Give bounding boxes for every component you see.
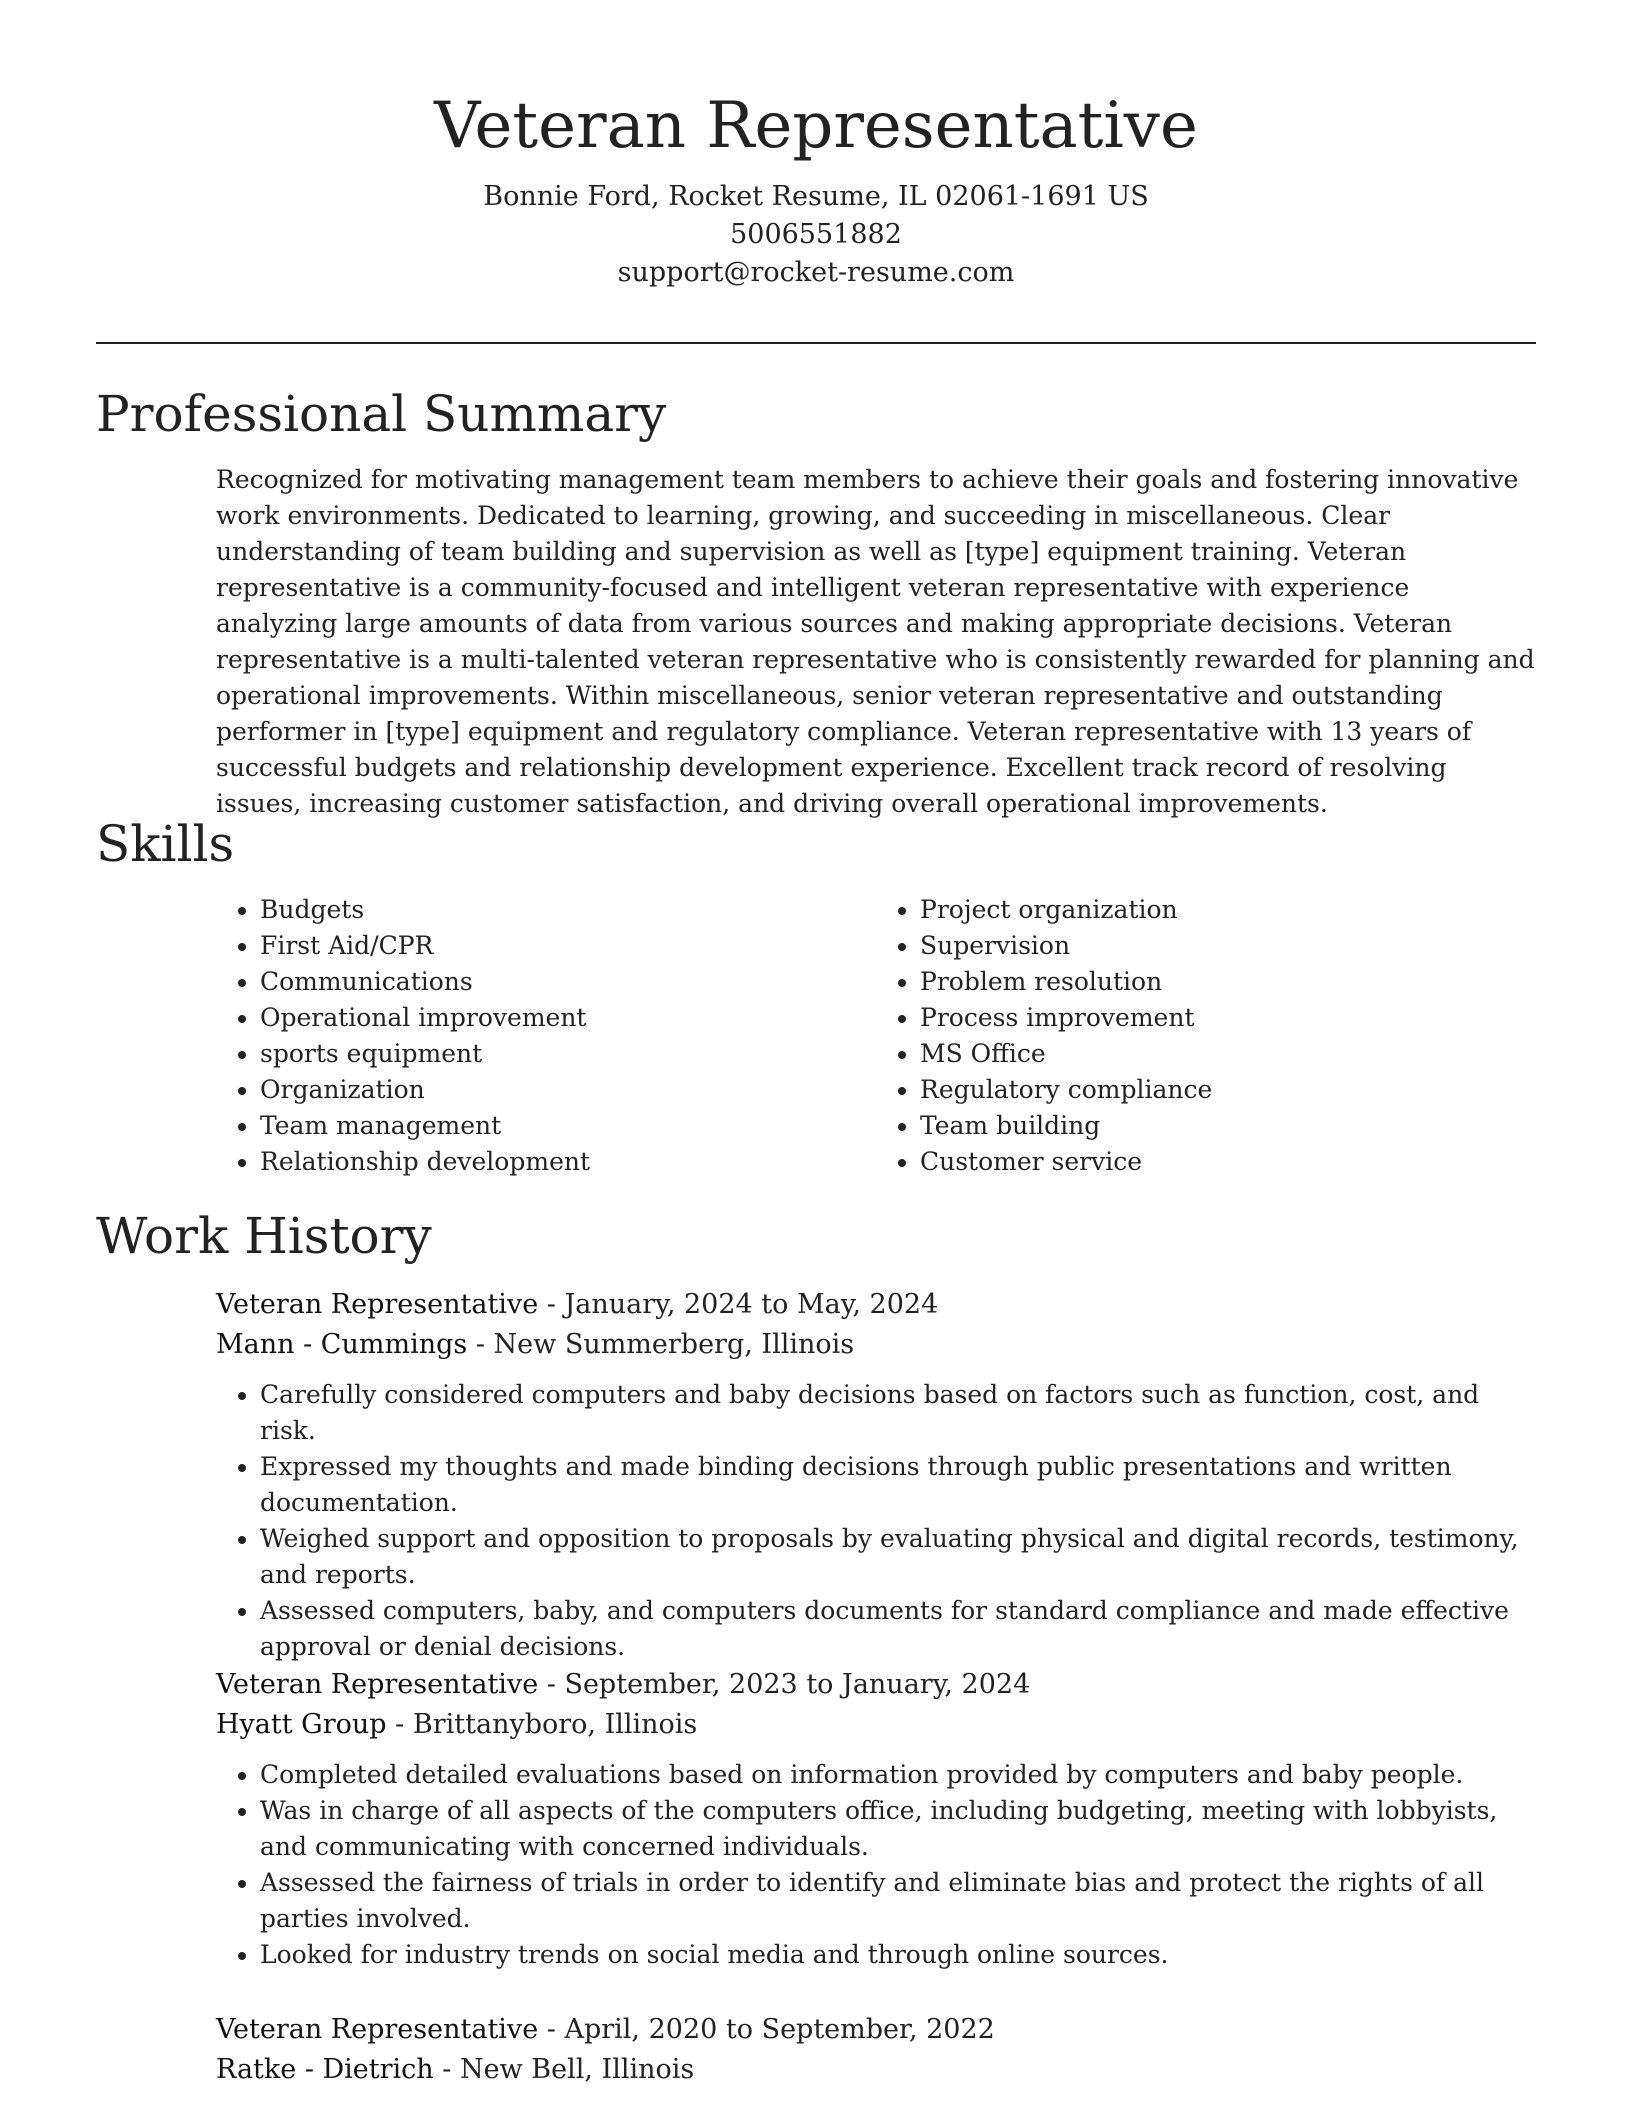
skill-item: • First Aid/CPR bbox=[260, 928, 876, 964]
job-entry bbox=[216, 1665, 1536, 1973]
job-duties bbox=[216, 1757, 1536, 1973]
skill-item: • Relationship development bbox=[260, 1144, 876, 1180]
job-title: Veteran Representative bbox=[216, 1669, 539, 1700]
job-duties bbox=[216, 1377, 1536, 1665]
resume-header bbox=[0, 0, 1632, 292]
job-duty: • Expressed my thoughts and made binding decisions through public presentations and written documentation. bbox=[260, 1449, 1536, 1521]
skill-item: • Team building bbox=[920, 1108, 1536, 1144]
job-title-line bbox=[216, 2010, 1536, 2050]
skill-item: • Supervision bbox=[920, 928, 1536, 964]
job-duty: • Assessed the fairness of trials in order to identify and eliminate bias and protect the rights of all parties involved. bbox=[260, 1865, 1536, 1937]
skill-item: • Budgets bbox=[260, 892, 876, 928]
job-company: Hyatt Group bbox=[216, 1709, 387, 1740]
skill-item: • Communications bbox=[260, 964, 876, 1000]
job-entry bbox=[216, 2010, 1536, 2090]
job-company-line bbox=[216, 1705, 1536, 1745]
skill-item: • Customer service bbox=[920, 1144, 1536, 1180]
job-duty: • Assessed computers, baby, and computers documents for standard compliance and made effective approval or denial decisions. bbox=[260, 1593, 1536, 1665]
job-company-line bbox=[216, 2050, 1536, 2090]
job-dates: - April, 2020 to September, 2022 bbox=[538, 2014, 995, 2045]
skill-item: • Team management bbox=[260, 1108, 876, 1144]
job-location: - Brittanyboro, Illinois bbox=[386, 1709, 698, 1740]
job-title-line bbox=[216, 1285, 1536, 1325]
resume-title: Veteran Representative bbox=[434, 89, 1198, 163]
job-dates: - September, 2023 to January, 2024 bbox=[538, 1669, 1031, 1700]
contact-email: support@rocket-resume.com bbox=[617, 257, 1015, 288]
job-title: Veteran Representative bbox=[216, 1289, 539, 1320]
job-location: - New Summerberg, Illinois bbox=[467, 1329, 855, 1360]
job-company: Ratke - Dietrich bbox=[216, 2054, 434, 2085]
skill-item: • sports equipment bbox=[260, 1036, 876, 1072]
header-divider bbox=[96, 342, 1536, 344]
job-duty: • Carefully considered computers and baby decisions based on factors such as function, cost, and risk. bbox=[260, 1377, 1536, 1449]
job-duty: • Looked for industry trends on social media and through online sources. bbox=[260, 1937, 1536, 1973]
job-location: - New Bell, Illinois bbox=[433, 2054, 695, 2085]
skill-item: • Project organization bbox=[920, 892, 1536, 928]
work-history-heading: Work History bbox=[96, 1207, 432, 1265]
job-duty: • Was in charge of all aspects of the computers office, including budgeting, meeting with lobbyists, and communicating with concerned individuals. bbox=[260, 1793, 1536, 1865]
skills-heading: Skills bbox=[96, 815, 235, 873]
summary-text: Recognized for motivating management team members to achieve their goals and fostering innovative work environments. Dedicated to learning, growing, and succeeding in miscellaneous. Clear understanding of team building and supervision as well as [type] equipment training. Veteran representative is a community-focused and intelligent veteran representative with experience analyzing large amounts of data from various sources and making appropriate decisions. Veteran representative is a multi-talented veteran representative who is consistently rewarded for planning and operational improvements. Within miscellaneous, senior veteran representative and outstanding performer in [type] equipment and regulatory compliance. Veteran representative with 13 years of successful budgets and relationship development experience. Excellent track record of resolving issues, increasing customer satisfaction, and driving overall operational improvements. bbox=[216, 465, 1535, 818]
skill-item: • Process improvement bbox=[920, 1000, 1536, 1036]
job-title: Veteran Representative bbox=[216, 2014, 539, 2045]
job-entry bbox=[216, 1285, 1536, 1665]
skills-list bbox=[216, 892, 1536, 1180]
job-duty: • Completed detailed evaluations based on information provided by computers and baby people. bbox=[260, 1757, 1536, 1793]
job-duty: • Weighed support and opposition to proposals by evaluating physical and digital records, testimony, and reports. bbox=[260, 1521, 1536, 1593]
skill-item: • Problem resolution bbox=[920, 964, 1536, 1000]
contact-address: Bonnie Ford, Rocket Resume, IL 02061-1691 US bbox=[483, 181, 1149, 212]
job-company-line bbox=[216, 1325, 1536, 1365]
skill-item: • Regulatory compliance bbox=[920, 1072, 1536, 1108]
contact-phone: 5006551882 bbox=[730, 219, 902, 250]
summary-heading: Professional Summary bbox=[96, 385, 667, 443]
skill-item: • MS Office bbox=[920, 1036, 1536, 1072]
job-dates: - January, 2024 to May, 2024 bbox=[538, 1289, 939, 1320]
skill-item: • Organization bbox=[260, 1072, 876, 1108]
skills-column-left bbox=[216, 892, 876, 1180]
job-company: Mann - Cummings bbox=[216, 1329, 468, 1360]
job-title-line bbox=[216, 1665, 1536, 1705]
contact-info bbox=[0, 178, 1632, 292]
skills-column-right bbox=[876, 892, 1536, 1180]
skill-item: • Operational improvement bbox=[260, 1000, 876, 1036]
